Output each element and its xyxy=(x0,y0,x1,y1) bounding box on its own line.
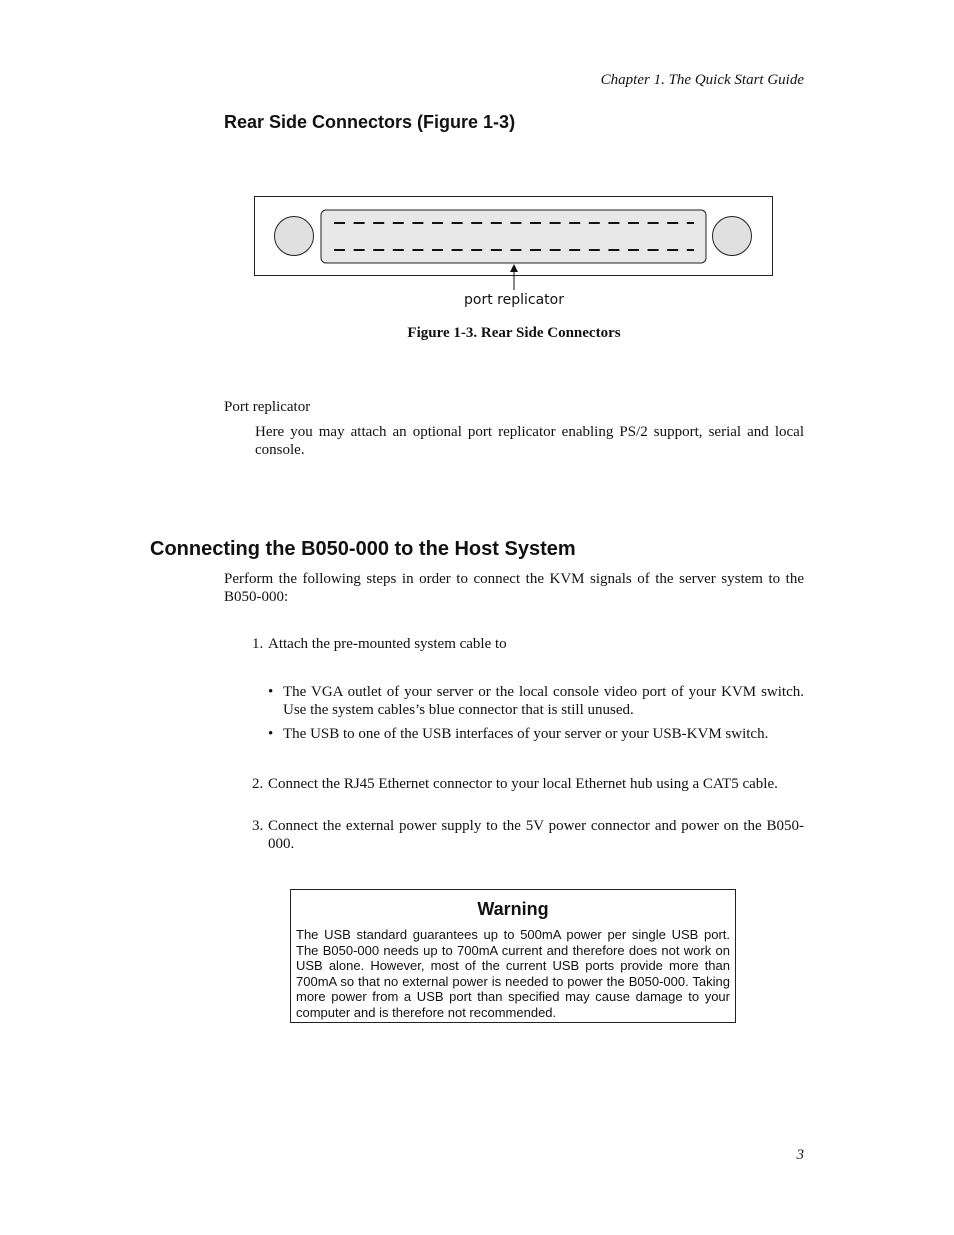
step-text: Attach the pre-mounted system cable to xyxy=(268,636,507,652)
page-number: 3 xyxy=(796,1147,804,1163)
bullet-marker: • xyxy=(268,726,274,742)
left-screw-hole xyxy=(275,217,314,256)
port-replicator-connector xyxy=(321,210,706,263)
section-intro: Perform the following steps in order to connect the KVM signals of the server system to the B050-000: xyxy=(224,571,804,605)
section-title-rear-connectors: Rear Side Connectors (Figure 1-3) xyxy=(224,112,516,132)
bullet-text: The USB to one of the USB interfaces of your server or your USB-KVM switch. xyxy=(283,726,769,742)
step-text: Connect the RJ45 Ethernet connector to your local Ethernet hub using a CAT5 cable. xyxy=(268,776,778,792)
figure-label-port-replicator: port replicator xyxy=(464,292,564,308)
warning-box xyxy=(290,889,736,1023)
definition-term: Port replicator xyxy=(224,399,311,415)
section-title-connecting: Connecting the B050-000 to the Host System xyxy=(150,538,576,560)
running-head: Chapter 1. The Quick Start Guide xyxy=(600,72,804,88)
definition-text: Here you may attach an optional port replicator enabling PS/2 support, serial and local console. xyxy=(255,424,804,458)
step-text: Connect the external power supply to the 5V power connector and power on the B050-000. xyxy=(268,818,804,852)
step-number: 2. xyxy=(252,776,264,792)
rear-connectors-figure xyxy=(254,196,776,316)
figure-caption: Figure 1-3. Rear Side Connectors xyxy=(407,325,621,341)
step-number: 3. xyxy=(252,818,264,834)
right-screw-hole xyxy=(713,217,752,256)
warning-text: The USB standard guarantees up to 500mA power per single USB port. The B050-000 needs up to 700mA current and therefore does not work on USB alone. However, most of the current USB ports provide more than 700mA so that no external power is needed to power the B050-000. Taking more power from a USB port than specified may cause damage to your computer and is therefore not recommended. xyxy=(296,927,730,1020)
bullet-marker: • xyxy=(268,684,274,700)
warning-title: Warning xyxy=(477,899,549,919)
bullet-text: The VGA outlet of your server or the local console video port of your KVM switch. Use the system cables’s blue connector that is still unused. xyxy=(283,684,804,718)
step-number: 1. xyxy=(252,636,264,652)
